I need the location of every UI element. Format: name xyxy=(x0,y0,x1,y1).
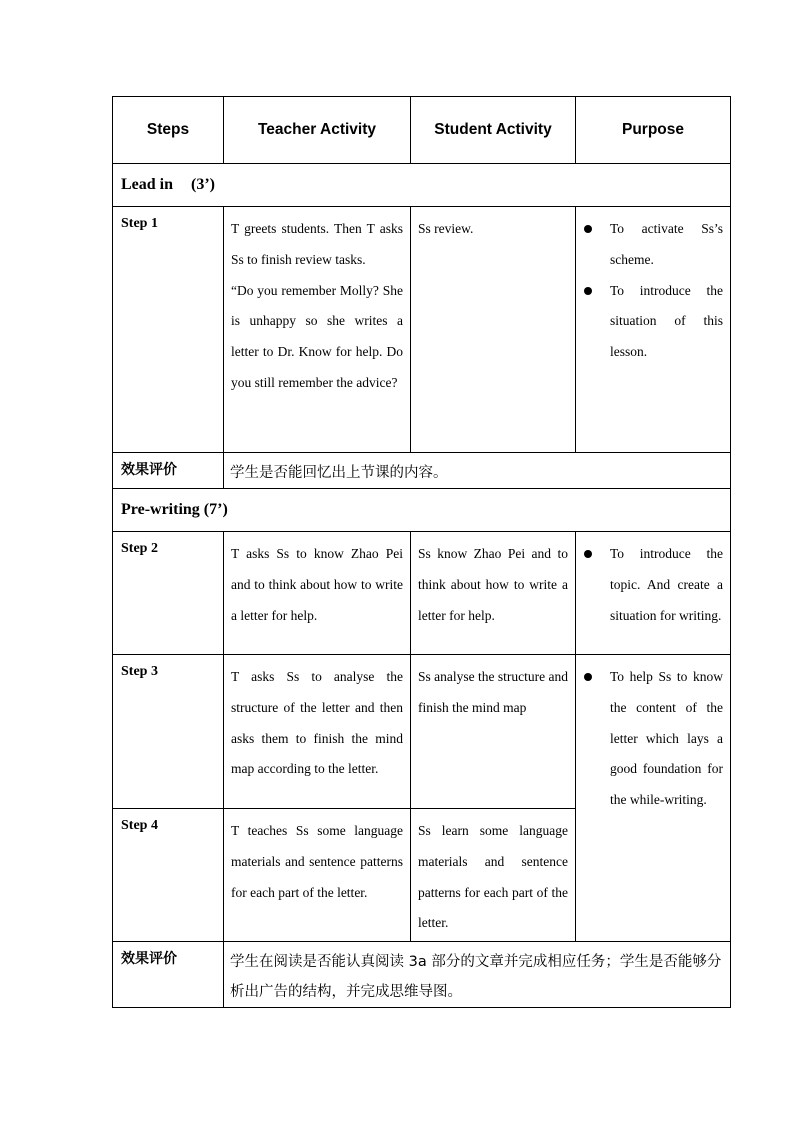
teacher-activity xyxy=(224,207,410,401)
purpose-item: To activate Ss’s scheme. xyxy=(576,214,723,276)
step-name: Step 3 xyxy=(121,664,158,679)
evaluation-label: 效果评价 xyxy=(121,462,177,478)
purpose-list xyxy=(576,207,730,370)
student-activity: Ss know Zhao Pei and to think about how to write a letter for help. xyxy=(418,546,568,623)
bullet-icon xyxy=(584,225,592,233)
teacher-activity: T teaches Ss some language materials and sentence patterns for each part of the letter. xyxy=(231,823,403,900)
evaluation-row-lead-in xyxy=(113,453,731,489)
teacher-activity: T asks Ss to know Zhao Pei and to think about how to write a letter for help. xyxy=(231,546,403,623)
purpose-list xyxy=(576,655,730,818)
step-name: Step 1 xyxy=(121,216,158,231)
bullet-icon xyxy=(584,550,592,558)
student-activity: Ss learn some language materials and sentence patterns for each part of the letter. xyxy=(418,823,568,931)
header-teacher-activity: Teacher Activity xyxy=(224,97,411,164)
section-title-lead-in xyxy=(113,164,731,207)
purpose-item: To introduce the topic. And create a situation for writing. xyxy=(576,539,723,631)
section-duration: (3’) xyxy=(191,176,215,193)
table-row-step-2 xyxy=(113,532,731,655)
header-student-activity: Student Activity xyxy=(411,97,576,164)
section-duration: (7’) xyxy=(203,501,228,518)
evaluation-text: 学生在阅读是否能认真阅读 3a 部分的文章并完成相应任务；学生是否能够分析出广告的结构，并完成思维导图。 xyxy=(230,954,722,1001)
student-activity: Ss analyse the structure and finish the mind map xyxy=(418,669,568,715)
section-name: Pre-writing xyxy=(121,501,200,518)
purpose-item: To introduce the situation of this lesson. xyxy=(576,276,723,368)
section-title-pre-writing xyxy=(113,489,731,532)
teacher-activity-quote: “Do you remember Molly? She is unhappy so she writes a letter to Dr. Know for help. Do you still remember the advice? xyxy=(231,282,403,390)
teacher-activity: T asks Ss to analyse the structure of the letter and then asks them to finish the mind map according to the letter. xyxy=(231,669,403,777)
section-name: Lead in xyxy=(121,176,174,193)
table-header-row xyxy=(113,97,731,164)
section-row-lead-in xyxy=(113,164,731,207)
purpose-list xyxy=(576,532,730,633)
table-row-step-1 xyxy=(113,207,731,453)
student-activity: Ss review. xyxy=(418,221,474,236)
lesson-plan-table xyxy=(112,96,731,1008)
bullet-icon xyxy=(584,673,592,681)
header-purpose: Purpose xyxy=(576,97,731,164)
evaluation-row-pre-writing xyxy=(113,942,731,1008)
bullet-icon xyxy=(584,287,592,295)
step-name: Step 2 xyxy=(121,541,158,556)
header-steps: Steps xyxy=(113,97,224,164)
evaluation-label: 效果评价 xyxy=(121,951,177,968)
evaluation-text: 学生是否能回忆出上节课的内容。 xyxy=(230,465,448,481)
section-row-pre-writing xyxy=(113,489,731,532)
step-name: Step 4 xyxy=(121,818,158,833)
table-row-step-3 xyxy=(113,655,731,809)
teacher-activity-text: T greets students. Then T asks Ss to finish review tasks. xyxy=(231,221,403,267)
purpose-item: To help Ss to know the content of the letter which lays a good foundation for the while-writing. xyxy=(576,662,723,816)
